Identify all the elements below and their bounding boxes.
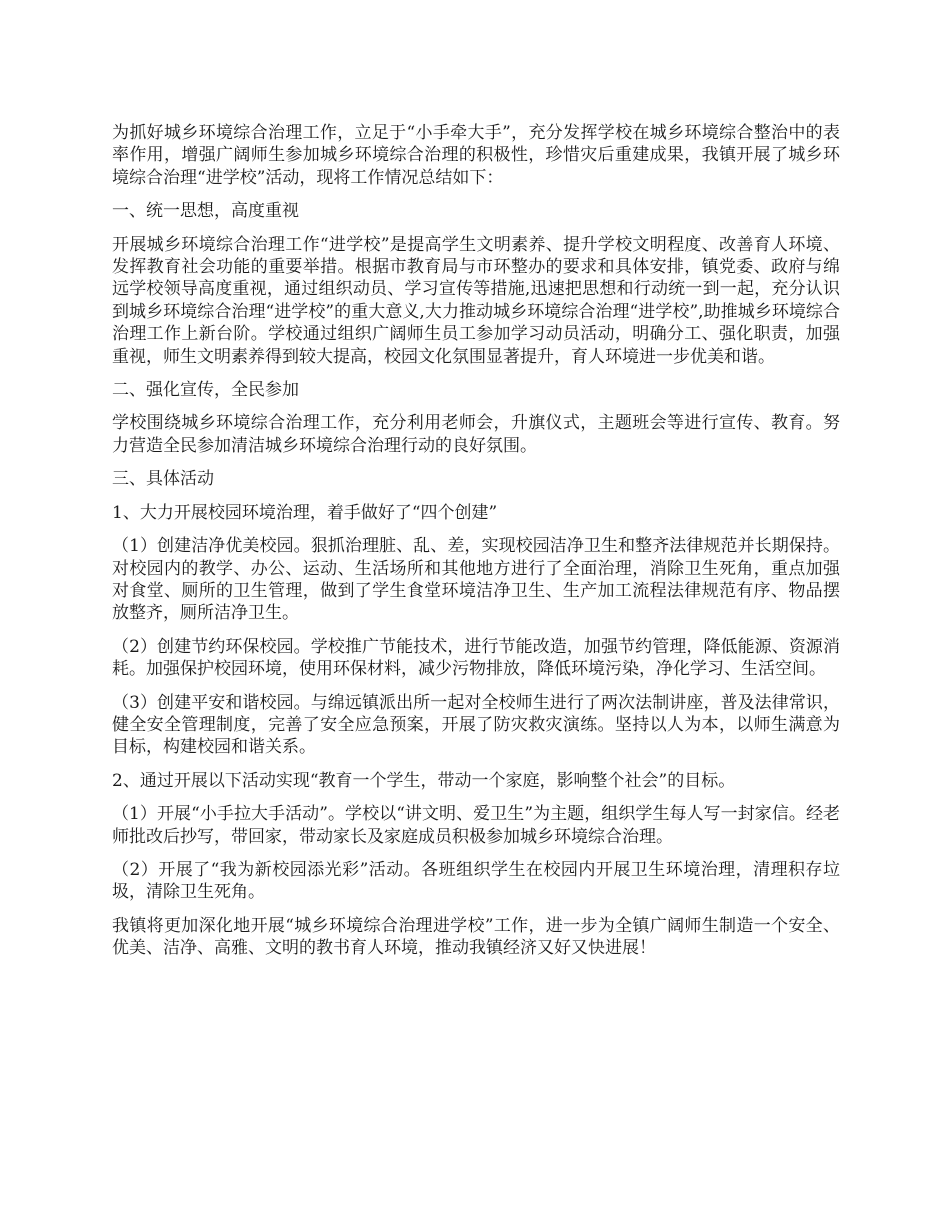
item-2-paragraph: （2）创建节约环保校园。学校推广节能技术，进行节能改造，加强节约管理，降低能源、资源消耗。加强保护校园环境，使用环保材料，减少污物排放，降低环境污染，净化学习、生活空间。 <box>112 636 840 680</box>
document-body <box>112 122 840 971</box>
section-2-paragraph: 学校围绕城乡环境综合治理工作，充分利用老师会，升旗仪式，主题班会等进行宣传、教育。努力营造全民参加清洁城乡环境综合治理行动的良好氛围。 <box>112 413 840 456</box>
activity-2-paragraph: （2）开展了“我为新校园添光彩”活动。各班组织学生在校园内开展卫生环境治理，清理积存垃圾，清除卫生死角。 <box>112 859 840 903</box>
section-heading-3: 三、具体活动 <box>112 469 214 490</box>
section-1-paragraph: 开展城乡环境综合治理工作“进学校”是提高学生文明素养、提升学校文明程度、改善育人环境、发挥教育社会功能的重要举措。根据市教育局与市环整办的要求和具体安排，镇党委、政府与绵远学校领导高度重视，通过组织动员、学习宣传等措施,迅速把思想和行动统一到一起，充分认识到城乡环境综合治理“进学校”的重大意义,大力推动城乡环境综合治理“进学校”,助推城乡环境综合治理工作上新台阶。学校通过组织广阔师生员工参加学习动员活动，明确分工、强化职责，加强重视，师生文明素养得到较大提高，校园文化氛围显著提升，育人环境进一步优美和谐。 <box>112 234 840 367</box>
section-heading-1: 一、统一思想，高度重视 <box>112 201 299 222</box>
closing-paragraph: 我镇将更加深化地开展“城乡环境综合治理进学校”工作，进一步为全镇广阔师生制造一个安全、优美、洁净、高雅、文明的教书育人环境，推动我镇经济又好又快进展！ <box>112 915 840 959</box>
activity-1-paragraph: （1）开展“小手拉大手活动”。学校以“讲文明、爱卫生”为主题，组织学生每人写一封家信。经老师批改后抄写，带回家，带动家长及家庭成员积极参加城乡环境综合治理。 <box>112 804 840 847</box>
section-heading-2: 二、强化宣传，全民参加 <box>112 380 299 401</box>
item-1-paragraph: （1）创建洁净优美校园。狠抓治理脏、乱、差，实现校园洁净卫生和整齐法律规范并长期保持。对校园内的教学、办公、运动、生活场所和其他地方进行了全面治理，消除卫生死角，重点加强对食堂、厕所的卫生管理，做到了学生食堂环境洁净卫生、生产加工流程法律规范有序、物品摆放整齐，厕所洁净卫生。 <box>112 536 840 624</box>
subsection-heading-1: 1、大力开展校园环境治理，着手做好了“四个创建” <box>112 502 498 523</box>
item-3-paragraph: （3）创建平安和谐校园。与绵远镇派出所一起对全校师生进行了两次法制讲座，普及法律常识，健全安全管理制度，完善了安全应急预案，开展了防灾救灾演练。坚持以人为本，以师生满意为目标，构建校园和谐关系。 <box>112 692 840 758</box>
subsection-heading-2: 2、通过开展以下活动实现“教育一个学生，带动一个家庭，影响整个社会”的目标。 <box>112 770 736 791</box>
intro-paragraph: 为抓好城乡环境综合治理工作，立足于“小手牵大手”，充分发挥学校在城乡环境综合整治中的表率作用，增强广阔师生参加城乡环境综合治理的积极性，珍惜灾后重建成果，我镇开展了城乡环境综合治理“进学校”活动，现将工作情况总结如下： <box>112 123 840 188</box>
